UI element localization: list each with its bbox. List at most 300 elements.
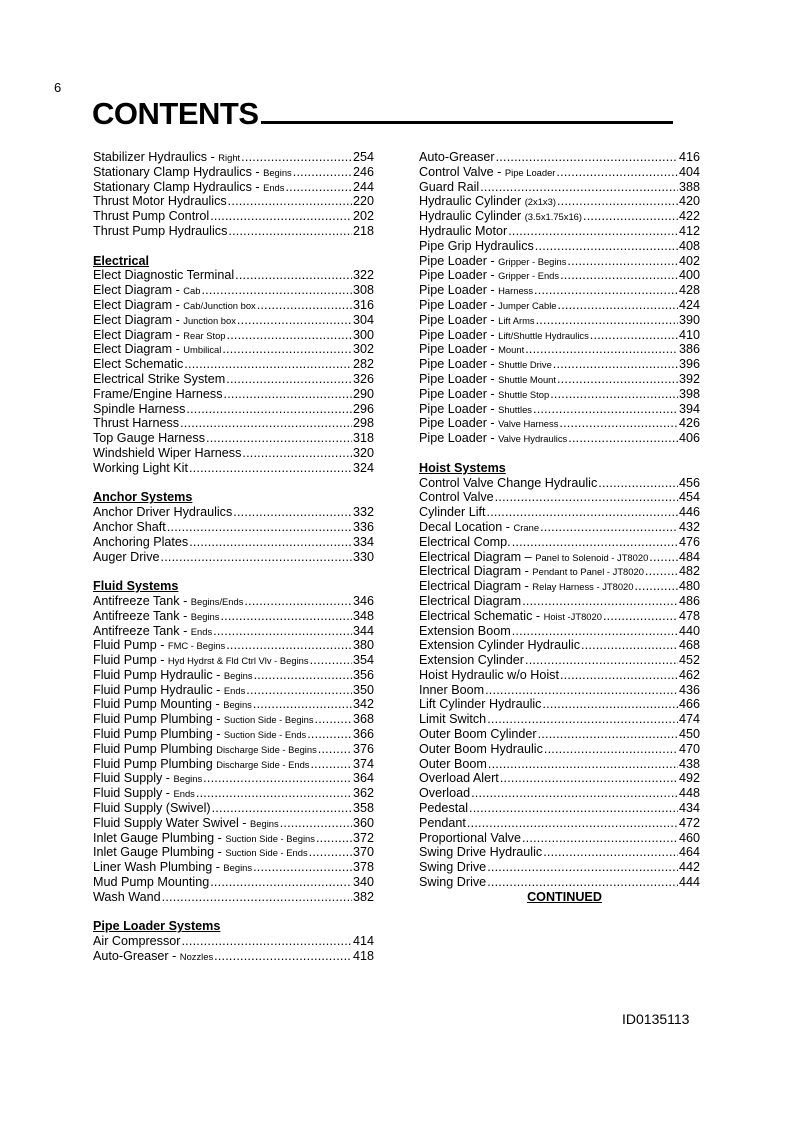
toc-entry[interactable] bbox=[93, 416, 374, 431]
entry-page-number: 330 bbox=[352, 549, 374, 564]
entry-page-number: 350 bbox=[352, 682, 374, 697]
entry-title-main: Control Valve Change Hydraulic bbox=[419, 475, 598, 490]
entry-title bbox=[93, 801, 211, 816]
entry-title-detail: Lift/Shuttle Hydraulics bbox=[498, 329, 589, 341]
toc-entry[interactable] bbox=[419, 342, 700, 357]
dot-leader bbox=[487, 757, 678, 772]
entry-title-main: Elect Diagram - bbox=[93, 312, 184, 327]
toc-entry[interactable] bbox=[419, 357, 700, 372]
entry-page-number: 398 bbox=[678, 386, 700, 401]
dot-leader bbox=[558, 416, 678, 431]
entry-title bbox=[419, 402, 532, 417]
toc-entry[interactable] bbox=[419, 520, 700, 535]
entry-page-number: 202 bbox=[352, 209, 374, 224]
toc-entry[interactable] bbox=[93, 875, 374, 890]
dot-leader bbox=[209, 875, 352, 890]
toc-entry[interactable] bbox=[93, 683, 374, 698]
toc-entry[interactable] bbox=[93, 786, 374, 801]
entry-page-number: 324 bbox=[352, 460, 374, 475]
toc-entry[interactable] bbox=[419, 712, 700, 727]
dot-leader bbox=[486, 875, 678, 890]
entry-page-number: 434 bbox=[678, 801, 700, 816]
entry-title-main: Elect Diagram - bbox=[93, 342, 184, 357]
entry-title bbox=[419, 416, 558, 431]
entry-page-number: 386 bbox=[678, 342, 700, 357]
section-heading: Anchor Systems bbox=[93, 490, 193, 505]
toc-entry[interactable] bbox=[419, 490, 700, 505]
dot-leader bbox=[202, 771, 352, 786]
entry-page-number: 368 bbox=[352, 712, 374, 727]
entry-title bbox=[93, 505, 232, 520]
toc-entry[interactable] bbox=[93, 328, 374, 343]
toc-entry[interactable] bbox=[93, 387, 374, 402]
toc-entry[interactable] bbox=[419, 845, 700, 860]
entry-title-detail: Discharge Side - Ends bbox=[216, 758, 310, 770]
entry-page-number: 414 bbox=[352, 934, 374, 949]
entry-title bbox=[419, 831, 521, 846]
entry-title-detail: Pendant to Panel - JT8020 bbox=[532, 566, 644, 578]
dot-leader bbox=[225, 372, 352, 387]
entry-title-detail: Hoist -JT8020 bbox=[543, 610, 602, 622]
entry-title-main: Fluid Pump Hydraulic - bbox=[93, 682, 224, 697]
entry-page-number: 356 bbox=[352, 667, 374, 682]
dot-leader bbox=[524, 653, 678, 668]
dot-leader bbox=[484, 683, 678, 698]
toc-entry[interactable] bbox=[93, 224, 374, 239]
entry-title-main: Pipe Loader - bbox=[419, 327, 499, 342]
entry-page-number: 440 bbox=[678, 623, 700, 638]
entry-title bbox=[93, 550, 160, 565]
entry-title-main: Elect Diagram - bbox=[93, 283, 184, 298]
entry-title-main: Extension Boom bbox=[419, 623, 511, 638]
toc-entry[interactable] bbox=[419, 254, 700, 269]
toc-entry[interactable] bbox=[93, 342, 374, 357]
entry-title bbox=[93, 165, 292, 180]
dot-leader bbox=[495, 150, 678, 165]
entry-title-detail: Panel to Solenoid - JT8020 bbox=[535, 551, 649, 563]
toc-entry[interactable] bbox=[93, 402, 374, 417]
toc-entry[interactable] bbox=[419, 313, 700, 328]
toc-entry[interactable] bbox=[419, 683, 700, 698]
entry-title bbox=[419, 476, 597, 491]
dot-leader bbox=[256, 298, 352, 313]
dot-leader bbox=[160, 550, 352, 565]
toc-entry[interactable] bbox=[93, 446, 374, 461]
entry-page-number: 460 bbox=[678, 830, 700, 845]
entry-title bbox=[93, 668, 253, 683]
entry-page-number: 450 bbox=[678, 727, 700, 742]
toc-entry[interactable] bbox=[93, 890, 374, 905]
dot-leader bbox=[466, 816, 678, 831]
toc-entry[interactable] bbox=[93, 461, 374, 476]
entry-title-detail: Gripper - Ends bbox=[498, 270, 560, 282]
toc-entry[interactable] bbox=[419, 653, 700, 668]
toc-entry[interactable] bbox=[419, 564, 700, 579]
dot-leader bbox=[205, 431, 352, 446]
entry-title bbox=[419, 298, 557, 313]
dot-leader bbox=[188, 535, 352, 550]
toc-entry[interactable] bbox=[419, 831, 700, 846]
toc-entry[interactable] bbox=[419, 372, 700, 387]
entry-title-detail: Relay Harness - JT8020 bbox=[532, 581, 634, 593]
entry-title-main: Extension Cylinder bbox=[419, 653, 524, 668]
dot-leader bbox=[580, 638, 678, 653]
dot-leader bbox=[468, 801, 678, 816]
entry-title-main: Liner Wash Plumbing - bbox=[93, 860, 224, 875]
toc-entry[interactable] bbox=[93, 727, 374, 742]
dot-leader bbox=[200, 283, 352, 298]
toc-entry[interactable] bbox=[419, 180, 700, 195]
entry-page-number: 322 bbox=[352, 268, 374, 283]
entry-title bbox=[419, 209, 582, 224]
entry-title bbox=[419, 224, 507, 239]
entry-title-main: Windshield Wiper Harness bbox=[93, 445, 242, 460]
dot-leader bbox=[486, 505, 678, 520]
entry-title bbox=[93, 535, 188, 550]
entry-title-main: Swing Drive bbox=[419, 860, 487, 875]
entry-title-detail: Cab/Junction box bbox=[183, 299, 256, 311]
section-spacer bbox=[93, 476, 374, 491]
entry-title-main: Fluid Pump Plumbing - bbox=[93, 712, 224, 727]
toc-entry[interactable] bbox=[419, 505, 700, 520]
entry-page-number: 220 bbox=[352, 194, 374, 209]
entry-title-detail: Ends bbox=[223, 684, 246, 696]
toc-entry[interactable] bbox=[93, 653, 374, 668]
toc-entry[interactable] bbox=[93, 150, 374, 165]
entry-page-number: 342 bbox=[352, 697, 374, 712]
dot-leader bbox=[240, 150, 352, 165]
entry-title-main: Pipe Loader - bbox=[419, 431, 499, 446]
entry-title bbox=[93, 727, 306, 742]
toc-entry[interactable] bbox=[419, 239, 700, 254]
entry-title-main: Fluid Pump Plumbing bbox=[93, 756, 217, 771]
dot-leader bbox=[633, 579, 678, 594]
toc-entry[interactable] bbox=[93, 742, 374, 757]
entry-page-number: 446 bbox=[678, 505, 700, 520]
entry-page-number: 254 bbox=[352, 150, 374, 164]
dot-leader bbox=[470, 786, 678, 801]
dot-leader bbox=[183, 357, 352, 372]
entry-title bbox=[93, 786, 195, 801]
dot-leader bbox=[589, 328, 678, 343]
entry-page-number: 394 bbox=[678, 401, 700, 416]
toc-entry[interactable] bbox=[93, 697, 374, 712]
toc-entry[interactable] bbox=[93, 831, 374, 846]
entry-title-detail: Shuttle Stop bbox=[498, 388, 550, 400]
entry-title-main: Elect Schematic bbox=[93, 357, 184, 372]
entry-page-number: 396 bbox=[678, 357, 700, 372]
toc-entry[interactable] bbox=[93, 712, 374, 727]
toc-entry[interactable] bbox=[93, 313, 374, 328]
toc-entry[interactable] bbox=[93, 668, 374, 683]
entry-title-main: Frame/Engine Harness bbox=[93, 386, 223, 401]
entry-title-detail: Suction Side - Begins bbox=[223, 714, 314, 726]
entry-page-number: 376 bbox=[352, 741, 374, 756]
toc-entry[interactable] bbox=[419, 328, 700, 343]
dot-leader bbox=[542, 845, 678, 860]
entry-page-number: 308 bbox=[352, 283, 374, 298]
dot-leader bbox=[556, 194, 678, 209]
dot-leader bbox=[243, 594, 352, 609]
document-id: ID0135113 bbox=[622, 1011, 690, 1027]
entry-title-detail: Begins bbox=[223, 862, 253, 874]
entry-title bbox=[419, 845, 542, 860]
section-heading: Electrical bbox=[93, 253, 150, 268]
toc-entry[interactable] bbox=[419, 638, 700, 653]
dot-leader bbox=[602, 609, 678, 624]
toc-entry[interactable] bbox=[419, 550, 700, 565]
toc-entry[interactable] bbox=[419, 609, 700, 624]
toc-entry[interactable] bbox=[419, 416, 700, 431]
entry-title-main: Top Gauge Harness bbox=[93, 431, 206, 446]
entry-title bbox=[419, 180, 479, 195]
dot-leader bbox=[306, 727, 352, 742]
toc-entry[interactable] bbox=[93, 771, 374, 786]
entry-page-number: 298 bbox=[352, 416, 374, 431]
entry-title-main: Proportional Valve bbox=[419, 830, 521, 845]
entry-title-main: Electrical Strike System bbox=[93, 371, 226, 386]
toc-entry[interactable] bbox=[93, 209, 374, 224]
entry-title bbox=[419, 742, 543, 757]
dot-leader bbox=[252, 697, 352, 712]
entry-title-main: Swing Drive Hydraulic bbox=[419, 845, 543, 860]
entry-title-detail: Umbilical bbox=[183, 344, 222, 356]
dot-leader bbox=[524, 342, 678, 357]
dot-leader bbox=[559, 268, 678, 283]
toc-entry[interactable] bbox=[93, 268, 374, 283]
dot-leader bbox=[309, 653, 352, 668]
entry-page-number: 370 bbox=[352, 845, 374, 860]
entry-title bbox=[93, 520, 166, 535]
toc-entry[interactable] bbox=[419, 860, 700, 875]
entry-title bbox=[93, 209, 209, 224]
toc-entry[interactable] bbox=[419, 757, 700, 772]
entry-page-number: 304 bbox=[352, 312, 374, 327]
entry-title bbox=[419, 328, 589, 343]
entry-title-main: Outer Boom Hydraulic bbox=[419, 741, 543, 756]
entry-title bbox=[93, 831, 315, 846]
entry-title-main: Stationary Clamp Hydraulics - bbox=[93, 179, 264, 194]
entry-title-main: Fluid Pump Plumbing bbox=[93, 741, 217, 756]
dot-leader bbox=[185, 402, 352, 417]
toc-entry[interactable] bbox=[419, 668, 700, 683]
toc-entry[interactable] bbox=[93, 624, 374, 639]
toc-entry[interactable] bbox=[419, 786, 700, 801]
toc-entry[interactable] bbox=[419, 697, 700, 712]
toc-entry[interactable] bbox=[93, 194, 374, 209]
toc-entry[interactable] bbox=[419, 579, 700, 594]
entry-title-main: Pipe Loader - bbox=[419, 401, 499, 416]
toc-entry[interactable] bbox=[93, 535, 374, 550]
entry-title bbox=[93, 875, 209, 890]
entry-title-detail: Rear Stop bbox=[183, 329, 226, 341]
entry-title bbox=[419, 594, 521, 609]
entry-page-number: 302 bbox=[352, 342, 374, 357]
entry-title-main: Fluid Pump Hydraulic - bbox=[93, 667, 224, 682]
dot-leader bbox=[188, 461, 352, 476]
entry-page-number: 380 bbox=[352, 638, 374, 653]
entry-page-number: 408 bbox=[678, 238, 700, 253]
entry-title bbox=[419, 194, 556, 209]
toc-entry[interactable] bbox=[419, 150, 700, 165]
toc-entry[interactable] bbox=[93, 845, 374, 860]
dot-leader bbox=[648, 550, 678, 565]
entry-page-number: 480 bbox=[678, 579, 700, 594]
toc-entry[interactable] bbox=[419, 875, 700, 890]
entry-title-main: Cylinder Lift bbox=[419, 505, 486, 520]
section-heading: Fluid Systems bbox=[93, 579, 179, 594]
entry-title-main: Guard Rail bbox=[419, 179, 480, 194]
entry-title-main: Inlet Gauge Plumbing - bbox=[93, 830, 226, 845]
toc-entry[interactable] bbox=[93, 609, 374, 624]
entry-title-main: Pipe Loader - bbox=[419, 268, 499, 283]
entry-page-number: 438 bbox=[678, 756, 700, 771]
toc-entry[interactable] bbox=[93, 372, 374, 387]
dot-leader bbox=[549, 387, 678, 402]
toc-entry[interactable] bbox=[93, 431, 374, 446]
entry-title-detail: Mount bbox=[498, 344, 525, 356]
entry-title bbox=[419, 564, 644, 579]
entry-page-number: 472 bbox=[678, 815, 700, 830]
entry-title-detail: Begins bbox=[223, 699, 252, 711]
entry-title bbox=[419, 668, 559, 683]
toc-entry[interactable] bbox=[93, 860, 374, 875]
toc-entry[interactable] bbox=[419, 194, 700, 209]
entry-page-number: 486 bbox=[678, 593, 700, 608]
entry-title bbox=[419, 505, 486, 520]
dot-leader bbox=[533, 283, 678, 298]
entry-title-main: Hydraulic Cylinder bbox=[419, 194, 525, 209]
toc-entry[interactable] bbox=[419, 209, 700, 224]
entry-page-number: 362 bbox=[352, 786, 374, 801]
toc-entry[interactable] bbox=[419, 224, 700, 239]
toc-entry[interactable] bbox=[419, 594, 700, 609]
entry-page-number: 432 bbox=[678, 519, 700, 534]
toc-entry[interactable] bbox=[93, 949, 374, 964]
entry-page-number: 478 bbox=[678, 608, 700, 623]
entry-page-number: 418 bbox=[352, 949, 374, 964]
entry-title bbox=[419, 254, 566, 269]
entry-title-main: Electrical Diagram bbox=[419, 593, 522, 608]
dot-leader bbox=[314, 712, 352, 727]
toc-entry[interactable] bbox=[93, 801, 374, 816]
entry-page-number: 454 bbox=[678, 490, 700, 505]
entry-title bbox=[93, 180, 284, 195]
entry-page-number: 462 bbox=[678, 667, 700, 682]
entry-title bbox=[93, 313, 236, 328]
entry-title bbox=[419, 697, 541, 712]
dot-leader bbox=[292, 165, 352, 180]
entry-title bbox=[419, 875, 486, 890]
toc-entry[interactable] bbox=[419, 771, 700, 786]
toc-entry[interactable] bbox=[93, 298, 374, 313]
page-number: 6 bbox=[54, 80, 62, 95]
dot-leader bbox=[309, 757, 352, 772]
toc-entry[interactable] bbox=[419, 402, 700, 417]
entry-title-main: Swing Drive bbox=[419, 875, 487, 890]
toc-entry[interactable] bbox=[93, 165, 374, 180]
toc-entry[interactable] bbox=[93, 180, 374, 195]
entry-page-number: 482 bbox=[678, 564, 700, 579]
dot-leader bbox=[597, 476, 678, 491]
entry-page-number: 354 bbox=[352, 653, 374, 668]
toc-entry[interactable] bbox=[419, 816, 700, 831]
entry-page-number: 296 bbox=[352, 401, 374, 416]
entry-title-main: Thrust Pump Hydraulics bbox=[93, 223, 228, 238]
toc-entry[interactable] bbox=[93, 594, 374, 609]
entry-page-number: 372 bbox=[352, 830, 374, 845]
toc-entry[interactable] bbox=[419, 298, 700, 313]
entry-title-main: Fluid Pump - bbox=[93, 653, 168, 668]
entry-title-main: Auto-Greaser bbox=[419, 150, 495, 164]
toc-entry[interactable] bbox=[93, 816, 374, 831]
entry-title-main: Pipe Loader - bbox=[419, 371, 499, 386]
dot-leader bbox=[534, 239, 678, 254]
entry-title bbox=[419, 801, 468, 816]
entry-title-main: Control Valve - bbox=[419, 164, 505, 179]
toc-entry[interactable] bbox=[419, 476, 700, 491]
entry-title-main: Thrust Motor Hydraulics bbox=[93, 194, 227, 209]
toc-entry[interactable] bbox=[93, 505, 374, 520]
dot-leader bbox=[227, 194, 352, 209]
toc-entry[interactable] bbox=[93, 934, 374, 949]
toc-entry[interactable] bbox=[93, 357, 374, 372]
entry-page-number: 452 bbox=[678, 653, 700, 668]
entry-title-detail: Begins bbox=[190, 610, 220, 622]
toc-entry[interactable] bbox=[419, 387, 700, 402]
toc-entry[interactable] bbox=[419, 801, 700, 816]
dot-leader bbox=[226, 328, 352, 343]
toc-entry[interactable] bbox=[419, 283, 700, 298]
entry-page-number: 326 bbox=[352, 371, 374, 386]
toc-entry[interactable] bbox=[419, 624, 700, 639]
entry-title bbox=[93, 268, 234, 283]
toc-entry[interactable] bbox=[419, 268, 700, 283]
dot-leader bbox=[555, 165, 678, 180]
entry-title-main: Thrust Harness bbox=[93, 416, 180, 431]
entry-title-main: Control Valve bbox=[419, 490, 494, 505]
dot-leader bbox=[161, 890, 352, 905]
entry-title bbox=[93, 860, 252, 875]
entry-title bbox=[93, 683, 245, 698]
toc-entry[interactable] bbox=[93, 638, 374, 653]
entry-title bbox=[93, 594, 243, 609]
toc-entry[interactable] bbox=[419, 727, 700, 742]
toc-entry[interactable] bbox=[419, 431, 700, 446]
toc-entry[interactable] bbox=[93, 757, 374, 772]
dot-leader bbox=[179, 416, 352, 431]
entry-title-main: Working Light Kit bbox=[93, 460, 188, 475]
toc-entry[interactable] bbox=[419, 742, 700, 757]
entry-title bbox=[93, 416, 179, 431]
entry-title-detail: Ends bbox=[263, 181, 285, 193]
entry-page-number: 366 bbox=[352, 727, 374, 742]
toc-entry[interactable] bbox=[419, 165, 700, 180]
toc-entry[interactable] bbox=[419, 535, 700, 550]
dot-leader bbox=[479, 180, 678, 195]
dot-leader bbox=[308, 845, 352, 860]
entry-title-main: Anchor Shaft bbox=[93, 519, 166, 534]
entry-title bbox=[419, 313, 535, 328]
entry-title-main: Stabilizer Hydraulics - bbox=[93, 150, 219, 164]
entry-title bbox=[93, 194, 227, 209]
toc-entry[interactable] bbox=[93, 520, 374, 535]
toc-entry[interactable] bbox=[93, 283, 374, 298]
toc-entry[interactable] bbox=[93, 550, 374, 565]
dot-leader bbox=[582, 209, 678, 224]
entry-title-detail: Shuttle Mount bbox=[498, 373, 556, 385]
entry-page-number: 420 bbox=[678, 194, 700, 209]
